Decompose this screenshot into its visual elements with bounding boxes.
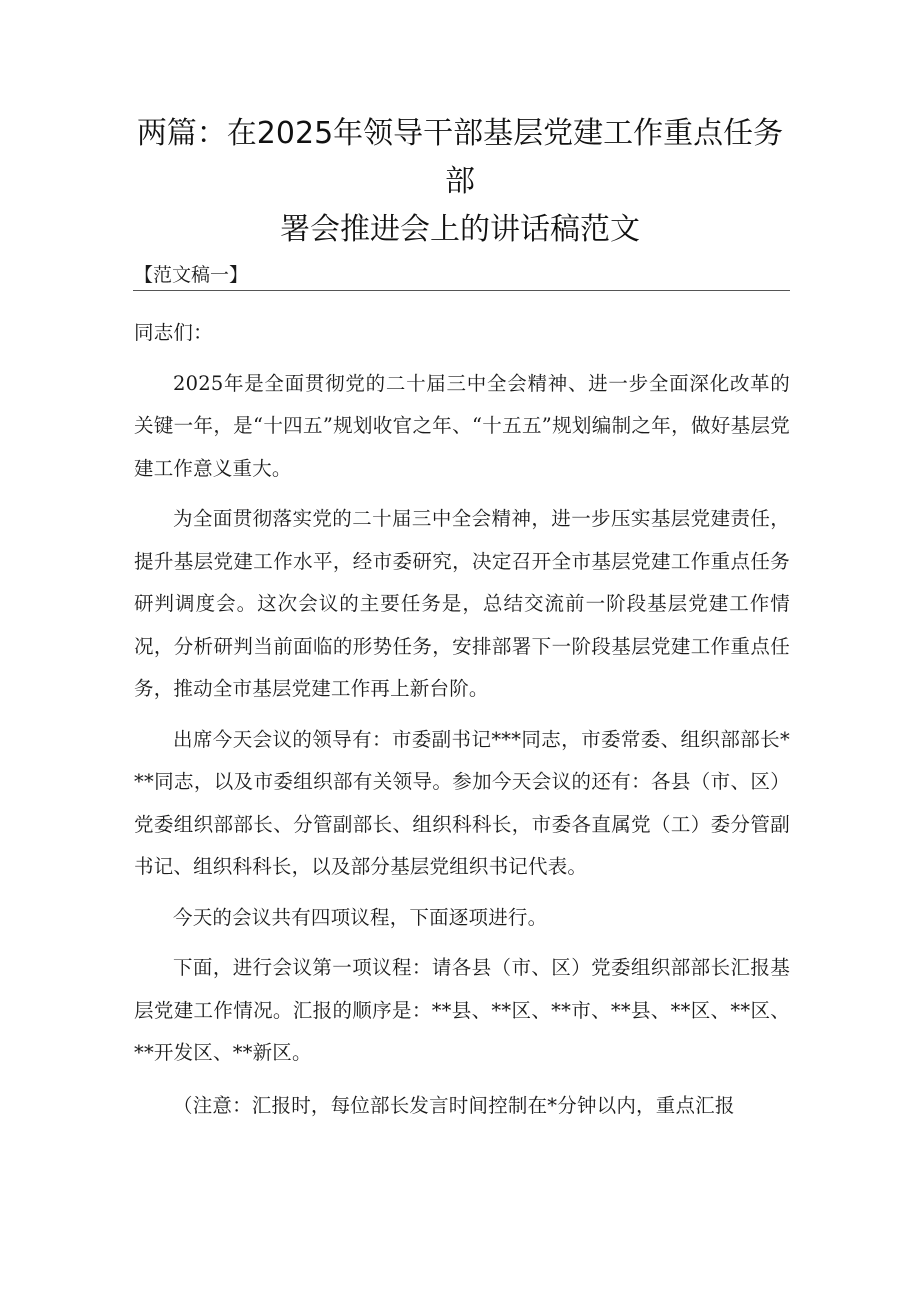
document-title [130, 110, 790, 254]
section-divider [133, 290, 790, 291]
title-line-1: 两篇：在2025年领导干部基层党建工作重点任务部 [136, 116, 784, 199]
paragraph-3: 出席今天会议的领导有：市委副书记***同志，市委常委、组织部部长***同志，以及市委组织部有关领导。参加今天会议的还有：各县（市、区）党委组织部部长、分管副部长、组织科科长，市委各直属党（工）委分管副书记、组织科科长，以及部分基层党组织书记代表。 [134, 727, 790, 878]
paragraph-4: 今天的会议共有四项议程，下面逐项进行。 [173, 905, 548, 929]
paragraph-2: 为全面贯彻落实党的二十届三中全会精神，进一步压实基层党建责任，提升基层党建工作水平，经市委研究，决定召开全市基层党建工作重点任务研判调度会。这次会议的主要任务是，总结交流前一阶段基层党建工作情况，分析研判当前面临的形势任务，安排部署下一阶段基层党建工作重点任务，推动全市基层党建工作再上新台阶。 [134, 507, 790, 700]
note-paragraph: （注意：汇报时，每位部长发言时间控制在*分钟以内，重点汇报 [173, 1093, 735, 1117]
document-body [134, 312, 790, 1127]
salutation: 同志们： [134, 321, 213, 344]
title-line-2: 署会推进会上的讲话稿范文 [280, 212, 640, 247]
paragraph-1: 2025年是全面贯彻党的二十届三中全会精神、进一步全面深化改革的关键一年，是“十四五”规划收官之年、“十五五”规划编制之年，做好基层党建工作意义重大。 [134, 371, 790, 480]
section-label: 【范文稿一】 [134, 264, 249, 286]
paragraph-5: 下面，进行会议第一项议程：请各县（市、区）党委组织部部长汇报基层党建工作情况。汇报的顺序是：**县、**区、**市、**县、**区、**区、**开发区、**新区。 [134, 956, 790, 1064]
